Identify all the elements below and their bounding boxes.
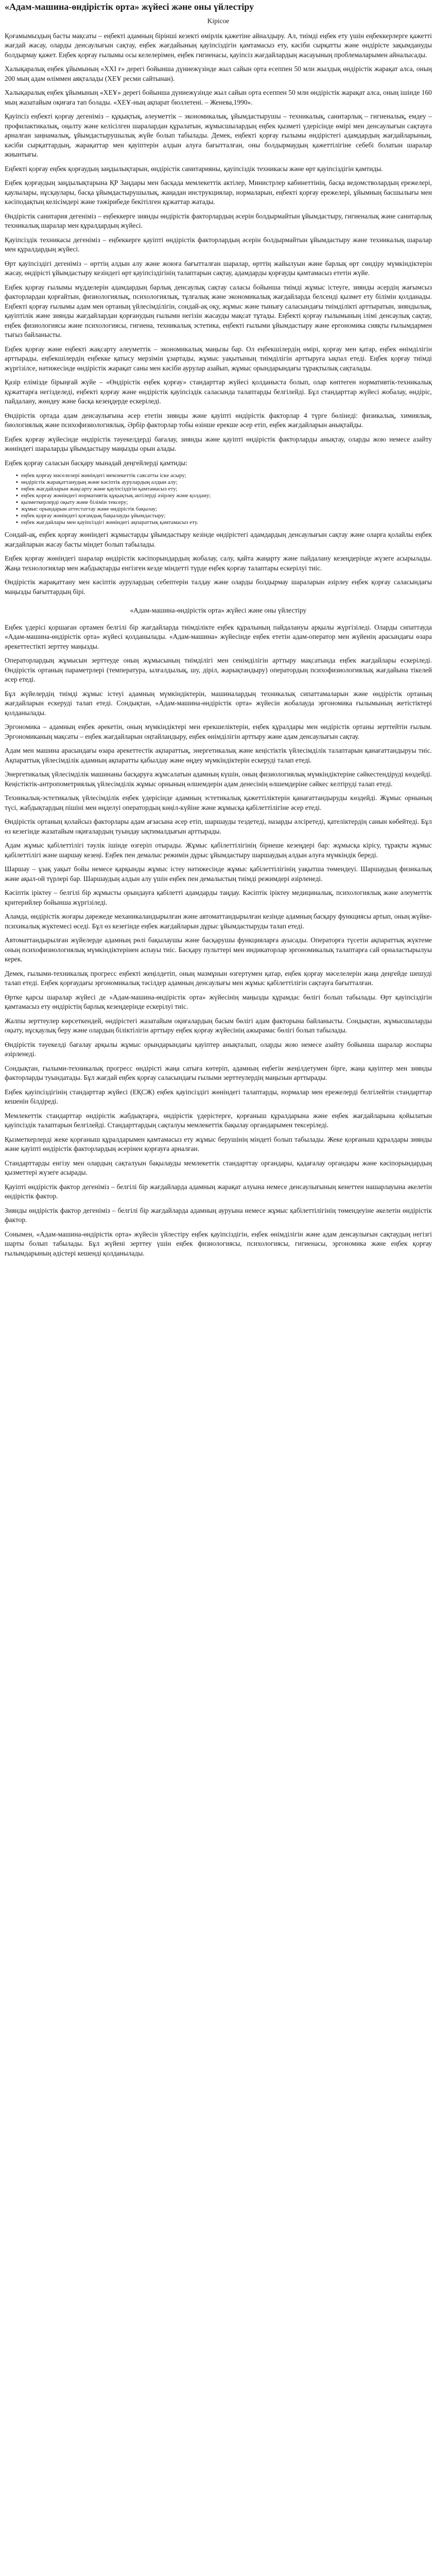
paragraph: Қауіпті өндірістік фактор дегеніміз – белгілі бір жағдайларда адамның жарақат алуына немесе денсаулығының кенеттен нашарлауына әкелетін өндірістік фактор. xyxy=(5,1182,432,1200)
paragraph: Демек, ғылыми-техникалық прогресс еңбекті жеңілдетіп, оның мазмұнын өзгертумен қатар, еңбек қорғау мәселелерін жаңа деңгейде шешуді талап етеді. Еңбек қорғаудағы эргономикалық тәсілдер адамның денсаулығы мен жұмыс қабілеттілігін сақтауға бағытталған. xyxy=(5,969,432,987)
paragraph: Өндірістік ортаның қолайсыз факторлары адам ағзасына әсер етіп, шаршауды тездетеді, назарды әлсіретеді, қателіктердің санын көбейтеді. Бұл өз кезегінде жазатайым оқиғалардың туындау ықтималдығын арттырады. xyxy=(5,818,432,835)
paragraph: Еңбек қорғау ғылымы мүдделерін адамдардың барлық денсаулық сақтау саласы бойынша тиімді жұмыс істеуге, зиянды әсердің жағымсыз факторлардан қорғайтын, физиологиялық, психологиялық, тұлғалық және экономикалық жағдайларда белсенді қызмет ету білімін қолданады. Еңбекті қорғау ғылымы адам мен ортаның үйлесімділігін, сондай-ақ оқу, жұмыс және тынығу саласындағы тиімділікті арттыратын, зияндылық, қауіптілік және зиянды жағдайлардан қорғанудың ғылыми негізін жасауды мақсат тұтады. Еңбекті қорғау ғылымының ілімі денсаулық сақтау, еңбек физиологиясы және психологиясы, гигиена, техникалық эстетика, еңбекті ғылыми ұйымдастыру және ергономика сияқты ғылымдармен тығыз байланысты. xyxy=(5,283,432,338)
paragraph: Өндірістік жарақаттану мен кәсіптік аурулардың себептерін талдау және оларды болдырмау шараларын әзірлеу еңбек қорғау саласындағы маңызды бағыттардың бірі. xyxy=(5,578,432,596)
paragraph: Автоматтандырылған жүйелерде адамның рөлі бақылаушы және басқарушы функцияларға ауысады. Операторға түсетін ақпараттық жүктеме оның психофизиологиялық мүмкіндіктерінен аспауы тиіс. Басқару пульттері мен индикаторлар эргономикалық талаптарға сай орналастырылуы керек. xyxy=(5,936,432,963)
paragraph: Шаршау – ұзақ уақыт бойы немесе қарқынды жұмыс істеу нәтижесінде жұмыс қабілеттілігінің уақытша төмендеуі. Шаршаудың физикалық және ақыл-ой түрлері бар. Шаршаудың алдын алу үшін еңбек пен демалыстың тиімді режимдері әзірленеді. xyxy=(5,865,432,883)
article-body-part-2 xyxy=(5,530,432,597)
paragraph: Еңбек қорғау және еңбекті жақсарту әлеуметтік – экономикалық маңызы бар. Ол еңбекшілердің өмірі, қорғау мен қатар, еңбек өнімділігін арттырады, еңбекшілердің еңбекке қатысу мерзімін ұзартады, жұмыс уақытының тиімділігін арттыруға ықпал етеді. Еңбек қорғау тиімді жүргізілсе, нәтижесінде өндірістік жарақат саны мен кәсіби аурулар азайып, жұмыс орындарындағы тұрақтылық сақталады. xyxy=(5,345,432,372)
paragraph: Бұл жүйелердің тиімді жұмыс істеуі адамның мүмкіндіктерін, машиналардың техникалық сипаттамаларын және өндірістік ортаның жағдайларын ескеруді талап етеді. Сондықтан, «Адам-машина-өндірістік орта» жүйесін жобалауда эргономика ғылымының жетістіктері қолданылады. xyxy=(5,689,432,717)
list-item: ▪ жұмыс орындарын аттестаттау және өндірістік бақылау; xyxy=(21,506,432,512)
paragraph: Сонымен, «Адам-машина-өндірістік орта» жүйесін үйлестіру еңбек қауіпсіздігін, еңбек өнімділігін және адам денсаулығын сақтаудың негізгі шарты болып табылады. Бұл жүйені зерттеу үшін еңбек физиологиясы, психологиясы, гигиенасы, эргономика және еңбек қорғау ғылымдарының әдістері кешенді қолданылады. xyxy=(5,1230,432,1257)
paragraph: Стандарттарды енгізу мен олардың сақталуын бақылауды мемлекеттік стандарттау органдары, қадағалау органдары және кәсіпорындардың қызметтері жүзеге асырады. xyxy=(5,1159,432,1176)
paragraph: Еңбек қорғау жүйесінде өндірістік тәуекелдерді бағалау, зиянды және қауіпті өндірістік факторларды анықтау, оларды жою немесе азайту жөніндегі шараларды ұйымдастыру маңызды орын алады. xyxy=(5,435,432,452)
bullet-list xyxy=(5,472,432,526)
list-item: ▪ еңбек қорғау мәселелері жөніндегі мемлекеттік саясатты іске асыру; xyxy=(21,472,432,479)
paragraph: Зиянды өндірістік фактор дегеніміз – белгілі бір жағдайларда адамның ауруына немесе жұмыс қабілеттілігінің төмендеуіне әкелетін өндірістік фактор. xyxy=(5,1206,432,1224)
list-item: ▪ еңбек жағдайлары мен қауіпсіздігі жөніндегі ақпараттық қамтамасыз ету. xyxy=(21,519,432,526)
paragraph: Қауіпсіз еңбекті қорғау дегеніміз – құқықтық, әлеуметтік – экономикалық, ұйымдастырушы – техникалық, санитарлық – гигиеналық, емдеу – профилактикалық, оңалту және келісілген шаралардан құралатын, жұмысшылардың еңбек қызметі үдерісінде өмірі мен денсаулығын сақтауға арналған заңнамалық, ұйымдастырушылық жүйе болып табылады. Демек, еңбекті қорғау ғылымы өндірістегі адамдардың жағдайларының, кәсіби сырқаттардың, жарақаттар мен қауіптерін алдын алуға бағытталған, оны болдырмаудың қажеттілігіне себебі болатын шаралар жиынтығы. xyxy=(5,112,432,158)
list-item: ▪ еңбек қорғау жөніндегі нормативтік құқықтық актілерді әзірлеу және қолдану; xyxy=(21,493,432,499)
article-page xyxy=(0,0,436,1268)
paragraph: Қазір елімізде бірыңғай жүйе – «Өндірістік еңбек қорғау» стандарттар жүйесі қолданыста болып, олар көптеген нормативтік-техникалық құжаттарға негізделеді, еңбекті қорғау және өндірістік қауіпсіздік саласында талаптарды белгілейді. Бұл стандарттар жүйесі жобалау, өндіріс, пайдалану, жөндеу және басқа кезеңдерде ескеріледі. xyxy=(5,378,432,405)
article-source[interactable]: Kipicoe xyxy=(207,17,230,25)
paragraph: Өртке қарсы шаралар жүйесі де «Адам-машина-өндірістік орта» жүйесінің маңызды құрамдас бөлігі болып табылады. Өрт қауіпсіздігін қамтамасыз ету өндірістің барлық кезеңдерінде ескерілуі тиіс. xyxy=(5,993,432,1010)
paragraph: Техникалық-эстетикалық үйлесімділік еңбек үдерісінде адамның эстетикалық қажеттіліктерін қанағаттандыруды көздейді. Жұмыс орнының түсі, жабдықтардың пішіні мен өңделуі оператордың көңіл-күйіне және жұмысқа қабілеттілігіне әсер етеді. xyxy=(5,794,432,811)
article-body-part-1 xyxy=(5,31,432,468)
paragraph: Операторлардың жұмысын зерттеуде оның жұмысының тиімділігі мен сенімділігін арттыру мақсатында еңбек жағдайлары ескеріледі. Өндірістік ортаның параметрлері (температура, ылғалдылық, шу, діріл, жарықтандыру) оператордың психофизиологиялық жағдайына тікелей әсер етеді. xyxy=(5,656,432,683)
list-item: ▪ қызметкерлерді оқыту және білімін тексеру; xyxy=(21,499,432,505)
paragraph: Қауіпсіздік техникасы дегеніміз – еңбеккерге қауіпті өндірістік факторлардың әсерін болдырмайтын ұйымдастыру және техникалық шаралар мен құралдардың жүйесі. xyxy=(5,235,432,253)
paragraph: Энергетикалық үйлесімділік машинаны басқаруға жұмсалатын адамның күшін, оның физиологиялық мүмкіндіктеріне сәйкестендіруді көздейді. Кеңістіктік-антропометриялық үйлесімділік жұмыс орнының өлшемдерін адам денесінің өлшемдеріне сәйкес келтіруді талап етеді. xyxy=(5,770,432,788)
paragraph: Еңбек үдерісі қоршаған ортамен белгілі бір жағдайларда тиімділікте еңбек құралының пайдалануы арқылы жүргізіледі. Оларды сипаттауда «Адам-машина-өндірістік орта» жүйесі қолданылады. «Адам-машина» жүйесінде еңбек ететін адам-оператор мен жүйенің арасындағы өзара әрекеттестікті зерттеу маңызды. xyxy=(5,623,432,650)
paragraph: Сондай-ақ, еңбек қорғау жөніндегі жұмыстарды ұйымдастыру кезінде өндірістегі адамдардың денсаулығын сақтау және оларға қолайлы еңбек жағдайларын жасау басты міндет болып табылады. xyxy=(5,531,432,548)
paragraph: Мемлекеттік стандарттар өндірістік жабдықтарға, өндірістік үдерістерге, қорғаныш құралдарына және еңбек жағдайларына қойылатын қауіпсіздік талаптарын белгілейді. Стандарттардың сақталуы мемлекеттік бақылау органдарымен тексеріледі. xyxy=(5,1111,432,1129)
paragraph: Өндірістік тәуекелді бағалау арқылы жұмыс орындарындағы қауіптер анықталып, оларды жою немесе азайту бойынша шаралар жоспары әзірленеді. xyxy=(5,1040,432,1058)
paragraph: Сондықтан, ғылыми-техникалық прогресс өндірісті жаңа сатыға көтеріп, адамның еңбегін жеңілдетумен бірге, жаңа қауіптер мен зиянды факторларды туындатады. Бұл жағдай еңбек қорғау саласындағы ғылыми зерттеулердің маңызын арттырады. xyxy=(5,1064,432,1081)
paragraph: Еңбек қорғаудың заңдылықтарына ҚР Заңдары мен басқада мемлекеттік актілер, Министрлер кабинеттінің, басқа ведомстволардың ережелері, қаулылары, нұсқаулары, басқа ұйымдастырушылық, жаңадан инструкциялар, нормаларын, еңбекті қорғау ережелері, ұйымның басшылығы мен кәсіподақтың келісімдері және тәжірибеде бекітілген құжаттар жатады. xyxy=(5,179,432,206)
paragraph: Кәсіптік іріктеу – белгілі бір жұмысты орындауға қабілетті адамдарды таңдау. Кәсіптік іріктеу медициналық, психологиялық және әлеуметтік критерийлер бойынша жүргізіледі. xyxy=(5,889,432,906)
paragraph: Эргономика – адамның еңбек әрекетін, оның мүмкіндіктері мен ерекшеліктерін, еңбек құралдары мен өндірістік ортаны зерттейтін ғылым. Эргономиканың мақсаты – еңбек жағдайларын оңтайландыру, еңбек өнімділігін арттыру және адам денсаулығын сақтау. xyxy=(5,723,432,740)
paragraph: Еңбек қауіпсіздігінің стандарттар жүйесі (ЕҚСЖ) еңбек қауіпсіздігі жөніндегі талаптарды, нормалар мен ережелерді белгілейтін стандарттар кешенін білдіреді. xyxy=(5,1088,432,1105)
paragraph: Еңбек қорғау саласын басқару мынадай деңгейлерді қамтиды: xyxy=(5,459,188,467)
paragraph: Еңбекті қорғау еңбек қорғаудың заңдылықтарын, өндірістік санитарияны, қауіпсіздік техникасы және өрт қауіпсіздігін қамтиды. xyxy=(5,164,383,173)
paragraph: Халықаралық еңбек ұйымының «ХЕҰ» дерегі бойынша дүниежүзінде жыл сайын орта есеппен 50 млн өндірістік жарақат алса, оның ішінде 160 мың жазатайым оқиғаға тап болады. «ХЕҰ-ның ақпарат бюллетені. – Женева,1990». xyxy=(5,89,432,106)
paragraph: Өрт қауіпсіздігі дегеніміз – өрттің алдын алу және жоюға бағытталған шаралар, өрттің жайылуын және барлық өрт сөндіру мүмкіндіктерін жасау, өндірісті ұйымдастыру кезіндегі өрт қауіпсіздігінің талаптарын сақтау, адамдарды қорғауды қамтамасыз ететін жүйе. xyxy=(5,259,432,277)
paragraph: Адам жұмыс қабілеттілігі тәулік ішінде өзгеріп отырады. Жұмыс қабілеттілігінің бірнеше кезеңдері бар: жұмысқа кірісу, тұрақты жұмыс қабілеттілігі және шаршау кезеңі. Еңбек пен демалыс режимін дұрыс ұйымдастыру шаршаудың алдын алуға мүмкіндік береді. xyxy=(5,841,432,859)
section-subtitle: «Адам-машина-өндірістік орта» жүйесі және оны үйлестіру xyxy=(130,606,307,614)
article-title: «Адам-машина-өндірістік орта» жүйесі және оны үйлестіру xyxy=(5,2,254,12)
paragraph: Еңбек қорғау жөніндегі шаралар өндірістік кәсіпорындардың жобалау, салу, қайта жаңарту және пайдалану кезеңдерінде жүзеге асырылады. Жаңа технологиялар мен жабдықтарды енгізген кезде міндетті түрде еңбек қорғау талаптары ескерілуі тиіс. xyxy=(5,554,432,572)
list-item: ▪ өндірістік жарақаттанудың және кәсіптік аурулардың алдын алу; xyxy=(21,479,432,485)
paragraph: Жалпы зерттеулер көрсеткендей, өндірістегі жазатайым оқиғалардың басым бөлігі адам факторына байланысты. Сондықтан, жұмысшыларды оқыту, нұсқаулық беру және олардың біліктілігін арттыру еңбек қорғау жүйесінің ажырамас бөлігі болып табылады. xyxy=(5,1016,432,1034)
paragraph: Өндірістік ортада адам денсаулығына әсер ететін зиянды және қауіпті өндірістік факторлар 4 түрге бөлінеді: физикалық, химиялық, биологиялық және психофизиологиялық. Әрбір факторлар тобы өзінше ерекше әсер етіп, еңбек жағдайларын анықтайды. xyxy=(5,411,432,429)
paragraph: Халықаралық еңбек ұйымының «XXI ғ» дерегі бойынша дүниежүзінде жыл сайын орта есеппен 50 млн жылдық өндірістік жарақат алса, оның 200 мың адам өліммен аяқталады (ХЕҰ ресми сайтынан). xyxy=(5,65,432,82)
article-body-part-3 xyxy=(5,623,432,1259)
list-item: ▪ еңбек қорғау жөніндегі қоғамдық бақылауды ұйымдастыру; xyxy=(21,513,432,519)
list-item: ▪ еңбек жағдайларын жақсарту және қауіпсіздігін қамтамасыз ету; xyxy=(21,486,432,492)
paragraph: Қоғамымыздың басты мақсаты – еңбекті адамның бірінші кезекті өмірлік қажетіне айналдыру. Ал, тиімді еңбек ету үшін еңбеккерлерге қажетті жағдай жасау, оларды денсаулығын сақтау, еңбек жағдайының қауіпсіздігін қамтамасыз ету, кәсіби сырқатты және өндірісте зақымдануды болдырмау қажет. Еңбек қорғау ғылымы осы келелерімен, еңбек гигиенасы, қауіпсіз жағдайлардың жасауының проблемаларымен айналысады. xyxy=(5,31,432,59)
paragraph: Өндірістік санитария дегеніміз – еңбеккерге зиянды өндірістік факторлардың әсерін болдырмайтын ұйымдастыру, гигиеналық және санитарлық техникалық шаралар мен құралдардың жүйесі. xyxy=(5,212,432,229)
paragraph: Қызметкерлерді жеке қорғаныш құралдарымен қамтамасыз ету жұмыс берушінің міндеті болып табылады. Жеке қорғаныш құралдары зиянды және қауіпті өндірістік факторлардың әсерінен қорғауға арналған. xyxy=(5,1135,432,1153)
paragraph: Аламда, өндірістік жоғары дәрежеде механикаландырылған және автоматтандырылған кезінде адамның басқару функциясы артып, оның жүйке-психикалық жүктемесі өседі. Бұл өз кезегінде еңбек жағдайларын дұрыс ұйымдастыруды талап етеді. xyxy=(5,912,432,930)
paragraph: Адам мен машина арасындағы өзара әрекеттестік ақпараттық, энергетикалық және кеңістіктік үйлесімділік талаптарын қанағаттандыруы тиіс. Ақпараттық үйлесімділік адамның ақпаратты қабылдау және өңдеу мүмкіндіктерін ескеруді талап етеді. xyxy=(5,747,432,764)
